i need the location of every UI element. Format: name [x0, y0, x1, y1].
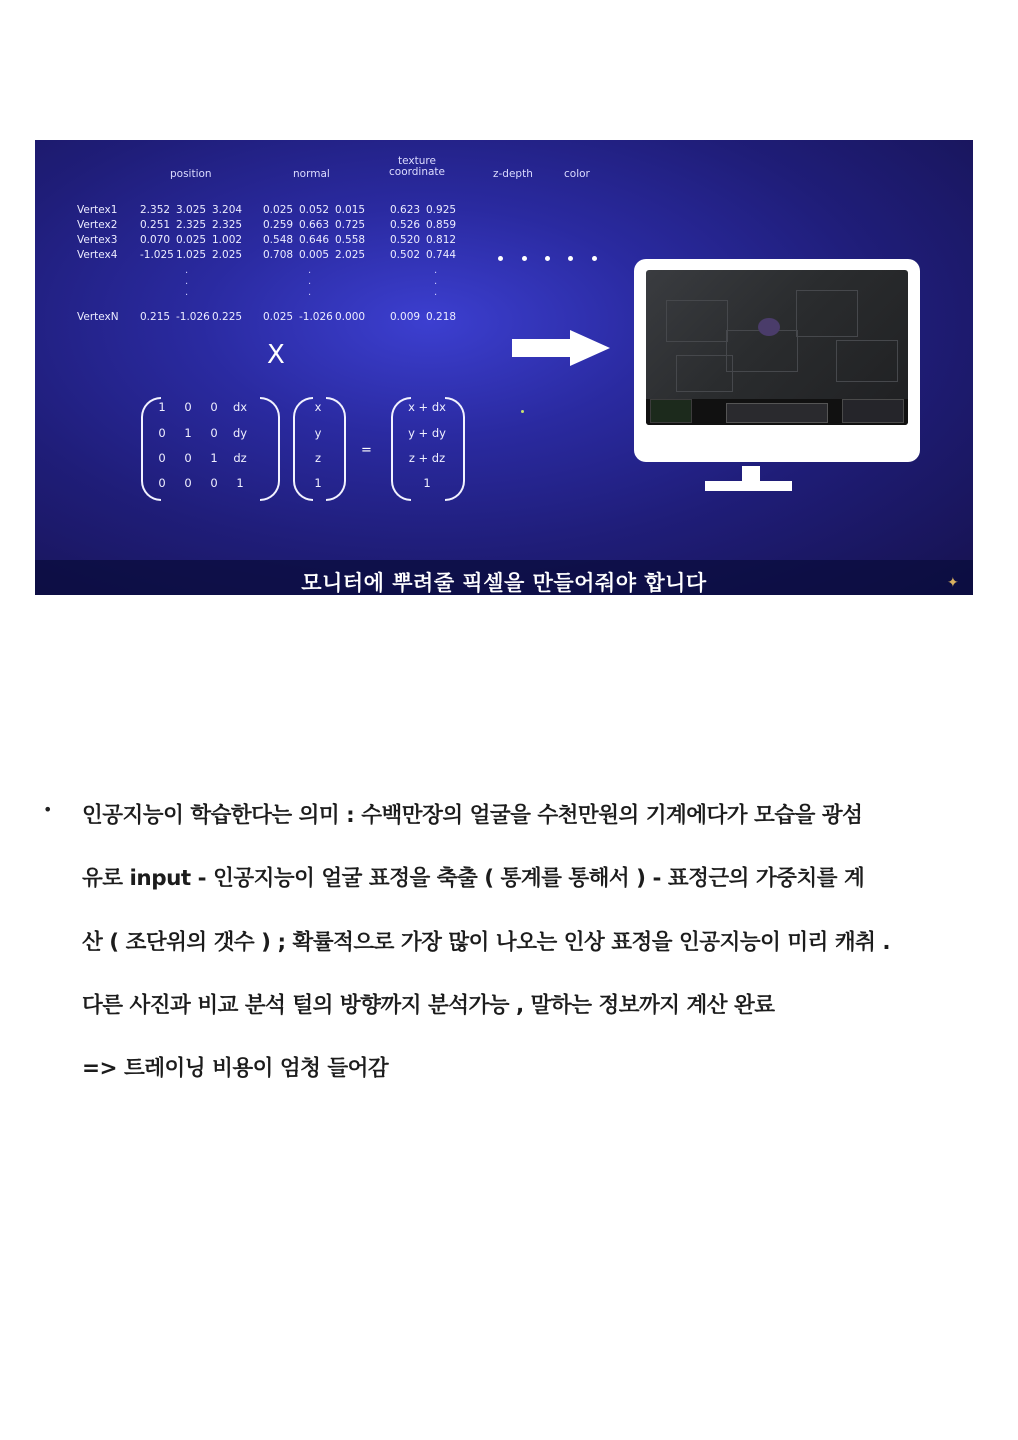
vertex-pos-value: 3.025	[176, 204, 207, 216]
vertex-tex-value: 0.859	[426, 219, 457, 231]
vertex-pos-value: -1.026	[176, 311, 210, 323]
vertex-label: Vertex3	[77, 234, 118, 246]
row-ellipsis-dot	[568, 256, 573, 261]
vertex-tex-value: 0.744	[426, 249, 457, 261]
matrix-cell: 0	[184, 451, 192, 465]
vertex-normal-value: 0.015	[335, 204, 366, 216]
game-screenshot	[646, 270, 908, 425]
vertex-tex-value: 0.218	[426, 311, 457, 323]
vertex-pos-value: 2.325	[176, 219, 207, 231]
matrix-cell: dy	[232, 426, 248, 440]
matrix-cell: 0	[158, 476, 166, 490]
matrix-cell: 0	[158, 451, 166, 465]
note-line-5: => 트레이닝 비용이 엄청 들어감	[82, 1056, 389, 1081]
channel-logo-icon: ✦	[947, 575, 959, 591]
bullet-point: •	[43, 800, 53, 819]
vertex-normal-value: 0.025	[263, 311, 294, 323]
vector-right-paren	[326, 397, 346, 501]
note-line-3: 산 ( 조단위의 갯수 ) ; 확률적으로 가장 많이 나오는 인상 표정을 인공지능이 미리 캐취 .	[82, 930, 891, 955]
arrow-head-icon	[570, 330, 610, 366]
vertex-normal-value: -1.026	[299, 311, 333, 323]
vertex-normal-value: 0.548	[263, 234, 294, 246]
result-cell: 1	[423, 476, 431, 490]
vertex-normal-value: 0.646	[299, 234, 330, 246]
arrow-icon	[512, 339, 572, 357]
equals-sign: =	[361, 443, 372, 458]
matrix-cell: 1	[210, 451, 218, 465]
vertex-normal-value: 0.259	[263, 219, 294, 231]
vector-cell: x	[314, 400, 322, 414]
ellipsis-dots: · · ·	[185, 268, 189, 301]
monitor-stand	[742, 466, 760, 482]
multiply-sign: X	[267, 340, 285, 370]
matrix-cell: dx	[232, 400, 248, 414]
vertex-tex-value: 0.812	[426, 234, 457, 246]
small-marker-dot	[521, 410, 524, 413]
matrix-cell: 1	[184, 426, 192, 440]
matrix-cell: 0	[210, 476, 218, 490]
vertex-label: Vertex1	[77, 204, 118, 216]
vertex-pos-value: 3.204	[212, 204, 243, 216]
row-ellipsis-dot	[545, 256, 550, 261]
vertex-pos-value: 2.325	[212, 219, 243, 231]
vertex-pos-value: 0.070	[140, 234, 171, 246]
vertex-pos-value: 0.215	[140, 311, 171, 323]
header-z-depth: z-depth	[493, 168, 533, 180]
vertex-normal-value: 0.005	[299, 249, 330, 261]
monitor-icon	[634, 259, 920, 462]
header-color: color	[564, 168, 590, 180]
vector-cell: y	[314, 426, 322, 440]
matrix-cell: 0	[184, 400, 192, 414]
vertex-tex-value: 0.520	[390, 234, 421, 246]
row-ellipsis-dot	[498, 256, 503, 261]
vertex-pos-value: 1.002	[212, 234, 243, 246]
vector-cell: z	[314, 451, 322, 465]
result-cell: x + dx	[408, 400, 446, 414]
vertex-label: Vertex2	[77, 219, 118, 231]
vertex-normal-value: 0.052	[299, 204, 330, 216]
vertex-pos-value: 2.025	[212, 249, 243, 261]
vertex-normal-value: 2.025	[335, 249, 366, 261]
result-cell: z + dz	[408, 451, 446, 465]
note-line-1: 인공지능이 학습한다는 의미 : 수백만장의 얼굴을 수천만원의 기계에다가 모습을 광섬	[82, 803, 863, 828]
vertex-pos-value: -1.025	[140, 249, 174, 261]
matrix-cell: 0	[210, 426, 218, 440]
ellipsis-dots: · · ·	[308, 268, 312, 301]
row-ellipsis-dot	[522, 256, 527, 261]
vertex-pos-value: 2.352	[140, 204, 171, 216]
vertex-tex-value: 0.925	[426, 204, 457, 216]
note-line-2: 유로 input - 인공지능이 얼굴 표정을 축출 ( 통계를 통해서 ) - 표정근의 가중치를 계	[82, 866, 865, 891]
matrix-cell: 0	[210, 400, 218, 414]
matrix-cell: 1	[236, 476, 244, 490]
matrix-cell: 1	[158, 400, 166, 414]
vertex-normal-value: 0.725	[335, 219, 366, 231]
matrix-right-paren	[260, 397, 280, 501]
vertex-normal-value: 0.000	[335, 311, 366, 323]
vertex-label: VertexN	[77, 311, 119, 323]
vertex-pos-value: 0.025	[176, 234, 207, 246]
result-cell: y + dy	[408, 426, 446, 440]
vertex-normal-value: 0.025	[263, 204, 294, 216]
vector-cell: 1	[314, 476, 322, 490]
vertex-label: Vertex4	[77, 249, 118, 261]
header-texture-coordinate: texture coordinate	[389, 155, 446, 178]
row-ellipsis-dot	[592, 256, 597, 261]
vertex-tex-value: 0.502	[390, 249, 421, 261]
vertex-normal-value: 0.708	[263, 249, 294, 261]
ellipsis-dots: · · ·	[434, 268, 438, 301]
vertex-tex-value: 0.009	[390, 311, 421, 323]
vertex-tex-value: 0.623	[390, 204, 421, 216]
vertex-pos-value: 0.225	[212, 311, 243, 323]
vertex-pos-value: 0.251	[140, 219, 171, 231]
monitor-base	[705, 481, 792, 491]
video-subtitle: 모니터에 뿌려줄 픽셀을 만들어줘야 합니다	[301, 571, 707, 595]
vertex-tex-value: 0.526	[390, 219, 421, 231]
lecture-slide-image	[35, 140, 973, 595]
matrix-cell: 0	[158, 426, 166, 440]
matrix-cell: 0	[184, 476, 192, 490]
game-hud	[646, 399, 908, 425]
vertex-normal-value: 0.558	[335, 234, 366, 246]
vertex-normal-value: 0.663	[299, 219, 330, 231]
header-normal: normal	[293, 168, 330, 180]
matrix-cell: dz	[233, 451, 247, 465]
vertex-pos-value: 1.025	[176, 249, 207, 261]
note-line-4: 다른 사진과 비교 분석 털의 방향까지 분석가능 , 말하는 정보까지 계산 완료	[82, 993, 775, 1018]
header-position: position	[170, 168, 212, 180]
